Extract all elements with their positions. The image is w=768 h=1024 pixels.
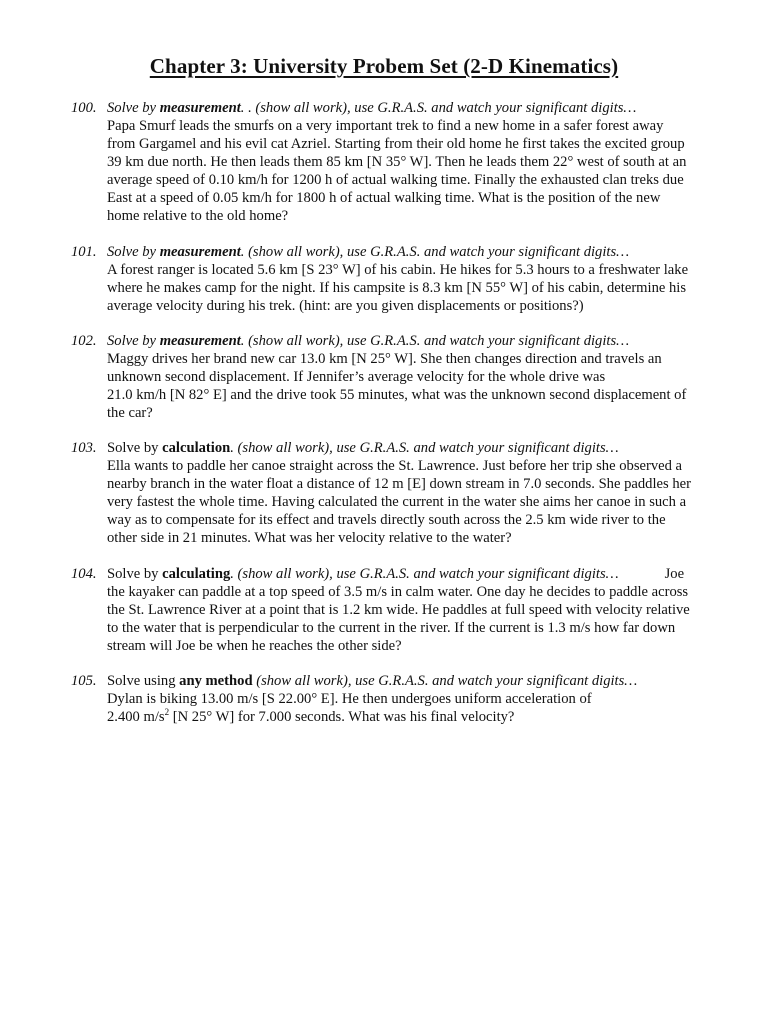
problem-number: 103. — [71, 440, 97, 456]
problem-text-line: average speed of 0.10 km/h for 1200 h of actual walking time. Finally the exhausted clan treks due — [107, 172, 684, 188]
problem-number: 101. — [71, 244, 97, 260]
problem-number: 104. — [71, 566, 97, 582]
problem-text-start: Joe — [664, 566, 685, 582]
document-title: Chapter 3: University Probem Set (2-D Kinematics) — [149, 54, 619, 78]
problem-text-line: unknown second displacement. If Jennifer’s average velocity for the whole drive was — [107, 369, 606, 385]
problem-105 — [71, 672, 721, 726]
problem-text-line: very fastest the whole time. Having calculated the current in the water she aims her canoe in such a — [107, 494, 687, 510]
problem-number: 105. — [71, 673, 97, 689]
problem-text-line: 2.400 $m/s^2$ [N 25° W] for 7.000 seconds. What was his final velocity? — [107, 707, 515, 725]
method-label: any method — [179, 673, 253, 689]
problem-text-line: way as to compensate for its effect and travels directly south across the 2.5 km wide river to the — [107, 512, 666, 528]
problem-text-line: the car? — [107, 405, 153, 421]
exponent: 2 — [164, 707, 170, 718]
problem-text-line: Papa Smurf leads the smurfs on a very important trek to find a new home in a safer forest away — [107, 118, 664, 134]
problem-text-line: stream will Joe be when he reaches the other side? — [107, 638, 402, 654]
problem-instruction: Solve by measurement. . (show all work), use G.R.A.S. and watch your significant digits… — [107, 100, 637, 116]
problem-103 — [71, 439, 721, 547]
problem-100 — [71, 99, 721, 225]
problem-instruction: Solve by measurement. (show all work), use G.R.A.S. and watch your significant digits… — [107, 244, 630, 260]
problem-text-line: 39 km due north. He then leads them 85 km [N 35° W]. Then he leads them 22° west of south at an — [107, 154, 687, 170]
method-label: measurement — [159, 100, 241, 116]
method-label: measurement — [159, 244, 241, 260]
problem-instruction: Solve using any method (show all work), use G.R.A.S. and watch your significant digits… — [107, 673, 638, 689]
problem-text-line: 21.0 km/h [N 82° E] and the drive took 55 minutes, what was the unknown second displacement of — [107, 387, 687, 403]
problem-text-line: to the water that is perpendicular to the current in the river. If the current is 1.3 m/s how far down — [107, 620, 676, 636]
problem-instruction: Solve by measurement. (show all work), use G.R.A.S. and watch your significant digits… — [107, 333, 630, 349]
problem-text-line: Ella wants to paddle her canoe straight across the St. Lawrence. Just before her trip she observed a — [107, 458, 683, 474]
method-label: calculation — [162, 440, 231, 456]
problem-101 — [71, 243, 721, 315]
problem-text-line: the kayaker can paddle at a top speed of 3.5 m/s in calm water. One day he decides to paddle across — [107, 584, 689, 600]
problem-text-line: average velocity during his trek. (hint: are you given displacements or positions?) — [107, 298, 584, 314]
problem-text-line: East at a speed of 0.05 km/h for 1800 h of actual walking time. What is the position of the new — [107, 190, 661, 206]
problem-text-line: nearby branch in the water float a distance of 12 m [E] down stream in 7.0 seconds. She paddles her — [107, 476, 691, 492]
problem-text-line: the St. Lawrence River at a point that is 1.2 km wide. He paddles at full speed with velocity relative — [107, 602, 690, 618]
problem-text-line: Dylan is biking 13.00 m/s [S 22.00° E]. He then undergoes uniform acceleration of — [107, 691, 592, 707]
problem-text-line: A forest ranger is located 5.6 km [S 23° W] of his cabin. He hikes for 5.3 hours to a freshwater lake — [107, 262, 689, 278]
problem-number: 100. — [71, 100, 97, 116]
problem-104 — [71, 565, 721, 655]
problem-text-line: from Gargamel and his evil cat Azriel. Starting from their old home he first takes the excited group — [107, 136, 685, 152]
problem-number: 102. — [71, 333, 97, 349]
problem-102 — [71, 332, 721, 422]
problem-text-line: home relative to the old home? — [107, 208, 289, 224]
method-label: calculating — [162, 566, 231, 582]
problem-text-line: Maggy drives her brand new car 13.0 km [N 25° W]. She then changes direction and travels an — [107, 351, 662, 367]
problem-text-line: other side in 21 minutes. What was her velocity relative to the water? — [107, 530, 512, 546]
method-label: measurement — [159, 333, 241, 349]
problem-instruction: Solve by calculating. (show all work), use G.R.A.S. and watch your significant digits… Joe — [107, 566, 685, 582]
problem-text-line: where he makes camp for the night. If his campsite is 8.3 km [N 55° W] of his cabin, determine his — [107, 280, 687, 296]
problem-instruction: Solve by calculation. (show all work), use G.R.A.S. and watch your significant digits… — [107, 440, 619, 456]
